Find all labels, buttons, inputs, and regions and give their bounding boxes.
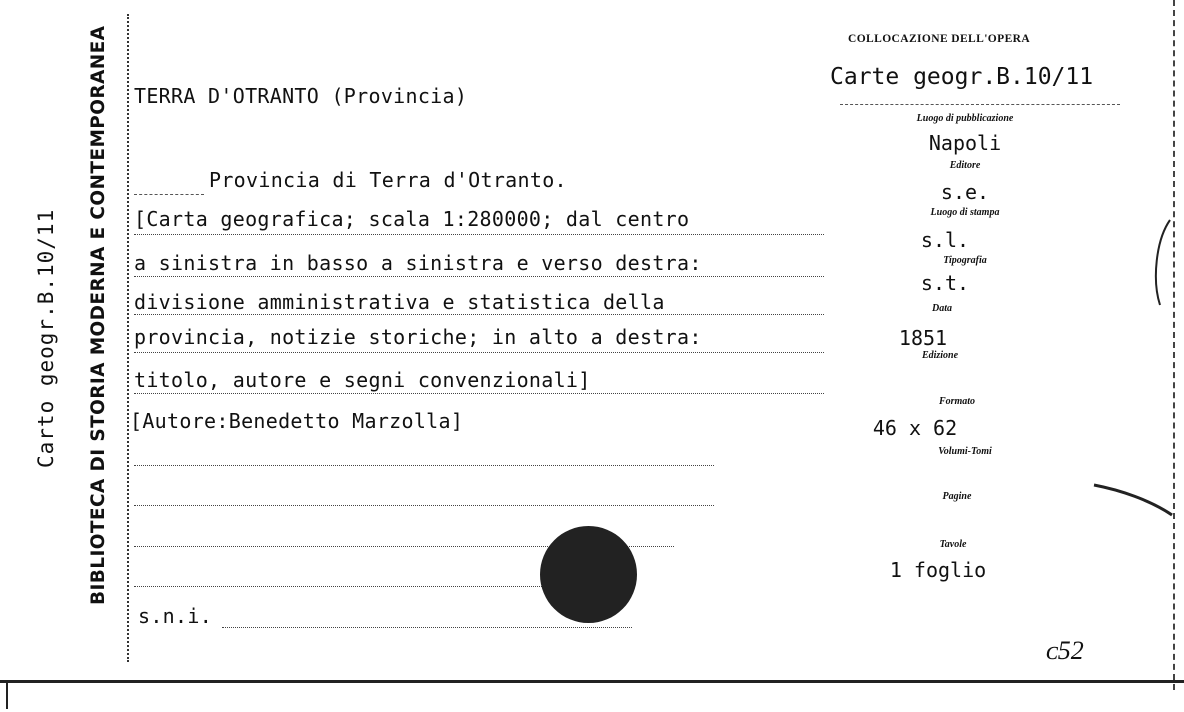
record-footer: s.n.i. [138,604,213,628]
format-label: Formato [938,396,976,407]
printer-value: s.t. [920,271,970,295]
ruled-line [134,276,824,277]
edition-label: Edizione [921,350,959,361]
title-lead-rule [134,194,204,195]
date-label: Data [932,303,952,314]
record-line-5: titolo, autore e segni convenzionali] [134,368,591,392]
print-place-label: Luogo di stampa [930,207,1000,218]
bottom-edge-line [6,682,8,709]
edge-scribble [1090,210,1174,530]
printer-label: Tipografia [943,255,987,266]
format-value: 46 x 62 [872,416,958,440]
ruled-line [134,352,824,353]
ruled-line [134,234,824,235]
pages-label: Pagine [942,491,972,502]
ruled-line [134,505,714,506]
handwritten-number: ᴄ52 [1046,636,1084,665]
record-line-2: a sinistra in basso a sinistra e verso destra: [134,251,702,275]
side-call-number: Carto geogr.B.10/11 [34,208,58,468]
record-line-4: provincia, notizie storiche; in alto a destra: [134,325,702,349]
record-line-3: divisione amministrativa e statistica della [134,290,665,314]
volumes-label: Volumi-Tomi [938,446,992,457]
ruled-line [134,314,824,315]
location-value: Carte geogr.B.10/11 [830,64,1094,90]
header-rule [840,104,1120,105]
print-place-value: s.l. [920,228,970,252]
place-value: Napoli [928,131,1002,155]
margin-rule [127,14,129,662]
ruled-line [134,465,714,466]
plates-label: Tavole [939,539,967,550]
record-line-1: [Carta geografica; scala 1:280000; dal centro [134,207,690,231]
publisher-value: s.e. [940,180,990,204]
place-label: Luogo di pubblicazione [916,113,1014,124]
bottom-edge [0,680,1184,712]
location-label: COLLOCAZIONE DELL'OPERA [848,33,1031,45]
library-name: BIBLIOTECA DI STORIA MODERNA E CONTEMPORANEA [88,25,109,605]
record-line-6: [Autore:Benedetto Marzolla] [130,409,464,433]
record-heading: TERRA D'OTRANTO (Provincia) [134,84,468,108]
punch-hole [540,526,637,623]
record-title: Provincia di Terra d'Otranto. [209,168,567,192]
ruled-line [134,393,824,394]
date-value: 1851 [898,326,948,350]
publisher-label: Editore [949,160,981,171]
ruled-line [222,627,632,628]
plates-value: 1 foglio [889,558,987,582]
